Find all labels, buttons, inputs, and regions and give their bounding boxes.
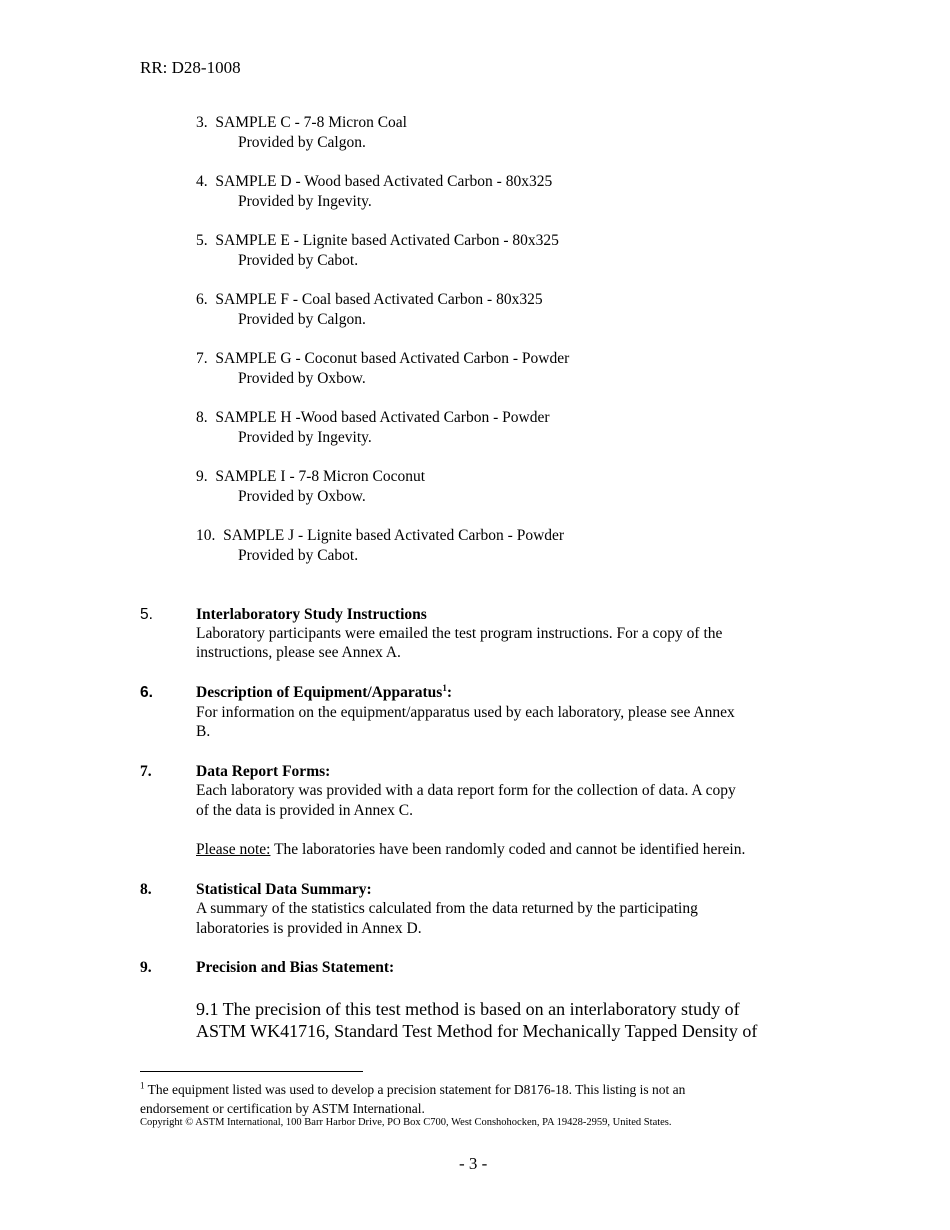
sample-provider: Provided by Ingevity. xyxy=(238,193,372,210)
footnote-text: The equipment listed was used to develop a precision statement for D8176-18. This listing is not an xyxy=(144,1082,686,1097)
sample-provider: Provided by Calgon. xyxy=(238,134,366,151)
sample-provider: Provided by Oxbow. xyxy=(238,488,366,505)
section-number: 6. xyxy=(140,684,153,701)
sample-item xyxy=(196,172,552,191)
section-title: Data Report Forms: xyxy=(196,763,331,780)
page-number: - 3 - xyxy=(459,1154,488,1173)
section-text-line: instructions, please see Annex A. xyxy=(196,644,401,661)
sample-number: 8. xyxy=(196,409,208,426)
section-text-line: For information on the equipment/apparatus used by each laboratory, please see Annex xyxy=(196,704,735,721)
sample-title: SAMPLE F - Coal based Activated Carbon - 80x325 xyxy=(215,291,543,308)
sample-provider: Provided by Cabot. xyxy=(238,252,359,269)
footnote-ref: 1 xyxy=(442,682,447,693)
section-title xyxy=(196,683,452,702)
sample-item xyxy=(196,526,564,545)
sample-provider: Provided by Ingevity. xyxy=(238,429,372,446)
sample-item xyxy=(196,408,549,427)
sample-item xyxy=(196,113,407,132)
sample-number: 6. xyxy=(196,291,208,308)
sample-item xyxy=(196,231,559,250)
section-text-line: Each laboratory was provided with a data report form for the collection of data. A copy xyxy=(196,782,736,799)
section-number: 7. xyxy=(140,763,152,780)
sample-title: SAMPLE I - 7-8 Micron Coconut xyxy=(215,468,426,485)
sample-title: SAMPLE G - Coconut based Activated Carbon - Powder xyxy=(215,350,570,367)
report-id: RR: D28-1008 xyxy=(140,58,241,77)
sample-title: SAMPLE D - Wood based Activated Carbon - 80x325 xyxy=(215,173,553,190)
section-text-line: B. xyxy=(196,723,211,740)
section-number: 9. xyxy=(140,959,152,976)
sample-number: 3. xyxy=(196,114,208,131)
sample-number: 7. xyxy=(196,350,208,367)
sample-provider: Provided by Cabot. xyxy=(238,547,359,564)
footnote-line: endorsement or certification by ASTM International. xyxy=(140,1101,425,1116)
section-text-line: laboratories is provided in Annex D. xyxy=(196,920,422,937)
copyright-notice: Copyright © ASTM International, 100 Barr Harbor Drive, PO Box C700, West Conshohocken, PA 19428-2959, United States. xyxy=(140,1117,672,1128)
sample-number: 4. xyxy=(196,173,208,190)
section-title: Precision and Bias Statement: xyxy=(196,959,395,976)
footnote-marker: 1 xyxy=(140,1080,145,1091)
sample-title: SAMPLE J - Lignite based Activated Carbon - Powder xyxy=(223,527,565,544)
section-title-colon: : xyxy=(446,684,452,701)
please-note xyxy=(196,840,745,859)
section-title-text: Description of Equipment/Apparatus xyxy=(196,684,443,701)
footnote-line xyxy=(140,1081,685,1098)
sample-title: SAMPLE C - 7-8 Micron Coal xyxy=(215,114,407,131)
note-text: The laboratories have been randomly coded and cannot be identified herein. xyxy=(270,841,746,858)
sample-provider: Provided by Oxbow. xyxy=(238,370,366,387)
section-text-line: A summary of the statistics calculated from the data returned by the participating xyxy=(196,900,698,917)
section-text-line: ASTM WK41716, Standard Test Method for Mechanically Tapped Density of xyxy=(196,1021,758,1041)
sample-provider: Provided by Calgon. xyxy=(238,311,366,328)
sample-item xyxy=(196,290,543,309)
footnote-divider xyxy=(140,1071,363,1072)
sample-number: 10. xyxy=(196,527,216,544)
sample-title: SAMPLE E - Lignite based Activated Carbon - 80x325 xyxy=(215,232,559,249)
section-text-line: 9.1 The precision of this test method is based on an interlaboratory study of xyxy=(196,999,740,1019)
sample-item xyxy=(196,467,425,486)
section-title: Interlaboratory Study Instructions xyxy=(196,606,427,623)
section-number: 5. xyxy=(140,606,153,623)
sample-number: 9. xyxy=(196,468,208,485)
section-text-line: of the data is provided in Annex C. xyxy=(196,802,413,819)
sample-item xyxy=(196,349,569,368)
section-number: 8. xyxy=(140,881,152,898)
section-title: Statistical Data Summary: xyxy=(196,881,372,898)
sample-number: 5. xyxy=(196,232,208,249)
section-text-line: Laboratory participants were emailed the test program instructions. For a copy of the xyxy=(196,625,723,642)
sample-title: SAMPLE H -Wood based Activated Carbon - Powder xyxy=(215,409,550,426)
note-label: Please note: xyxy=(196,841,271,858)
